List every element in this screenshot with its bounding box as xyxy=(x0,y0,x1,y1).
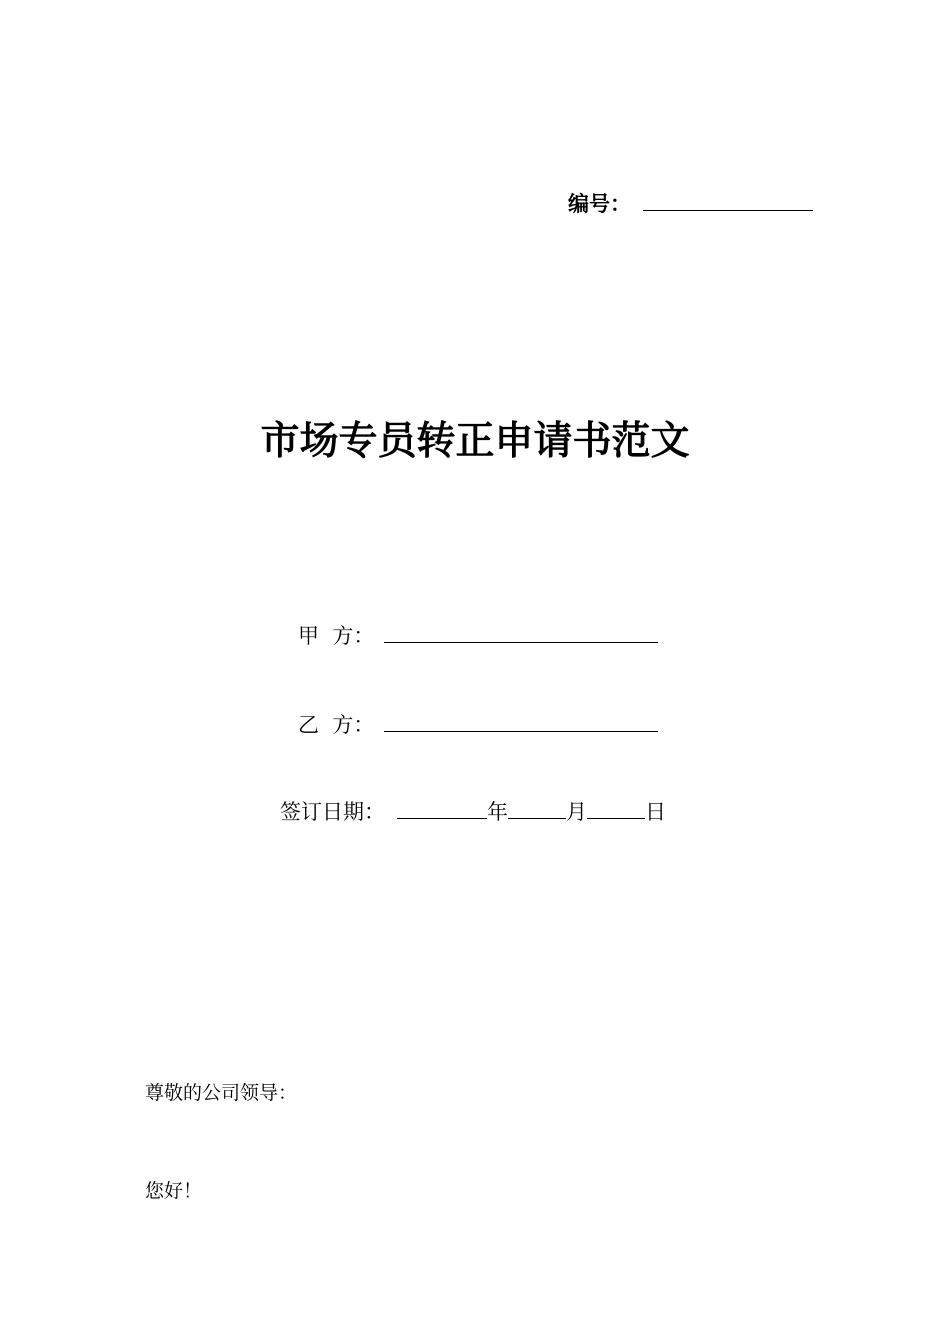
day-blank xyxy=(587,817,645,819)
day-label: 日 xyxy=(645,800,666,824)
serial-number-blank xyxy=(643,209,813,211)
signing-date-label: 签订日期： xyxy=(280,800,385,824)
signing-date-field xyxy=(280,796,666,826)
party-b-field xyxy=(298,709,658,739)
serial-number-label: 编号： xyxy=(568,192,631,216)
party-b-label: 乙 方： xyxy=(298,713,375,737)
party-a-blank xyxy=(384,641,658,643)
year-label: 年 xyxy=(487,800,508,824)
party-a-field xyxy=(298,620,658,650)
month-blank xyxy=(508,817,566,819)
document-title: 市场专员转正申请书范文 xyxy=(260,419,690,464)
year-blank xyxy=(397,817,487,819)
month-label: 月 xyxy=(566,800,587,824)
party-b-blank xyxy=(384,730,658,732)
serial-number-field xyxy=(568,188,813,218)
letter-salutation: 尊敬的公司领导： xyxy=(145,1082,298,1104)
letter-greeting: 您好！ xyxy=(145,1180,203,1202)
party-a-label: 甲 方： xyxy=(298,624,375,648)
